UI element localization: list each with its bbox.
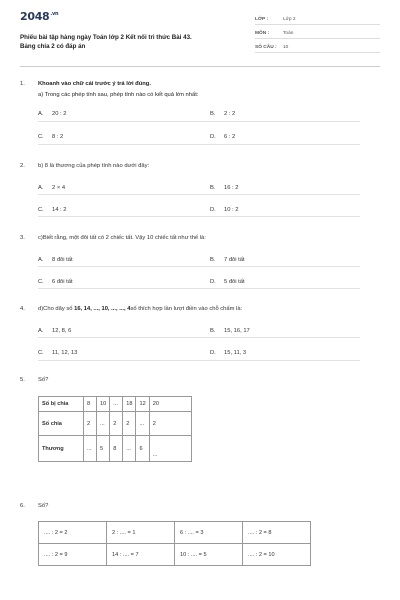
option-d[interactable]: D. 5 đôi tất [210,279,245,285]
table-cell[interactable]: 6 : .... = 3 [175,522,243,544]
option-d[interactable]: D. 6 : 2 [210,134,236,140]
option-b[interactable]: B. 16 : 2 [210,185,239,191]
table-cell[interactable]: 2 : .... = 1 [107,522,175,544]
option-b[interactable]: B. 15, 16, 17 [210,328,250,334]
title-line-2: Bảng chia 2 có đáp án [20,43,86,50]
answer-line [38,288,360,289]
table-cell: 12 [136,397,149,412]
table-cell: 8 [110,436,123,462]
row-header: Số chia [39,412,84,436]
table-cell[interactable]: 10 : .... = 5 [175,544,243,566]
question-text: d)Cho dãy số 16, 14, ..., 10, ..., ..., 4số thích hợp lần lượt điền vào chỗ chấm là: [38,306,243,312]
so-cau-value: 10 [283,45,289,50]
table-row [39,544,311,566]
answer-line [38,360,360,361]
site-logo[interactable] [20,10,58,23]
question-text: Số? [38,377,49,383]
question-text: Khoanh vào chữ cái trước ý trả lời đúng. [38,81,151,87]
meta-mon [255,29,380,39]
table-row [39,412,192,436]
table-row [39,522,311,544]
table-cell[interactable]: .... : 2 = 10 [243,544,311,566]
table-cell[interactable]: ... [149,436,191,462]
table-cell: 18 [123,397,136,412]
option-a[interactable]: A. 20 : 2 [38,111,67,117]
option-a[interactable]: A. 12, 8, 6 [38,328,72,334]
mon-value: Toán [283,31,294,36]
header-divider [20,66,380,67]
table-cell: 2 [149,412,191,436]
mon-label: MÔN : [255,31,270,36]
page-title [20,33,235,51]
question-number: 4. [20,306,25,312]
table-row [39,397,192,412]
table-cell[interactable]: ... [136,412,149,436]
table-cell: 20 [149,397,191,412]
so-cau-label: SỐ CÂU : [255,45,277,50]
table-cell: 8 [84,397,97,412]
answer-line [38,216,360,217]
table-cell[interactable]: .... : 2 = 8 [243,522,311,544]
question-number: 2. [20,163,25,169]
option-c[interactable]: C. 8 : 2 [38,134,64,140]
question-number: 6. [20,503,25,509]
table-cell[interactable]: 14 : .... = 7 [107,544,175,566]
table-cell: 10 [97,397,110,412]
option-b[interactable]: B. 2 : 2 [210,111,236,117]
answer-line [38,121,360,122]
option-b[interactable]: B. 7 đôi tất [210,257,245,263]
table-row [39,436,192,462]
lop-value: Lớp 2 [283,17,296,22]
option-a[interactable]: A. 2 × 4 [38,185,66,191]
meta-so-cau [255,43,380,53]
table-cell: 6 [136,436,149,462]
logo-suffix: .vn [50,11,59,18]
question-text: Số? [38,503,49,509]
answer-line [38,144,360,145]
division-table [38,396,192,462]
row-header: Thương [39,436,84,462]
option-c[interactable]: C. 11, 12, 13 [38,350,78,356]
table-cell[interactable]: .... : 2 = 9 [39,544,107,566]
fill-in-table [38,521,311,566]
table-cell: 2 [123,412,136,436]
table-cell[interactable]: ... [110,397,123,412]
table-cell[interactable]: ... [84,436,97,462]
option-c[interactable]: C. 14 : 2 [38,207,67,213]
table-cell: 5 [97,436,110,462]
question-text: c)Biết rằng, một đôi tất có 2 chiếc tất. Vậy 10 chiếc tất như thế là: [38,235,206,241]
table-cell[interactable]: .... : 2 = 2 [39,522,107,544]
question-number: 3. [20,235,25,241]
table-cell: 2 [110,412,123,436]
question-number: 5. [20,377,25,383]
question-number: 1. [20,81,25,87]
meta-lop [255,15,380,25]
logo-text: 2048 [20,10,50,23]
option-a[interactable]: A. 8 đôi tất [38,257,73,263]
title-line-1: Phiếu bài tập hàng ngày Toán lớp 2 Kết nối tri thức Bài 43. [20,34,192,41]
answer-line [38,266,360,267]
question-subtext: a) Trong các phép tính sau, phép tính nào có kết quả lớn nhất: [38,92,199,98]
option-d[interactable]: D. 15, 11, 3 [210,350,247,356]
option-c[interactable]: C. 6 đôi tất [38,279,73,285]
question-text: b) 8 là thương của phép tính nào dưới đây: [38,163,150,169]
table-cell: 2 [84,412,97,436]
row-header: Số bị chia [39,397,84,412]
table-cell[interactable]: ... [97,412,110,436]
option-d[interactable]: D. 10 : 2 [210,207,239,213]
lop-label: LỚP : [255,17,269,22]
answer-line [38,194,360,195]
answer-line [38,337,360,338]
table-cell[interactable]: ... [123,436,136,462]
